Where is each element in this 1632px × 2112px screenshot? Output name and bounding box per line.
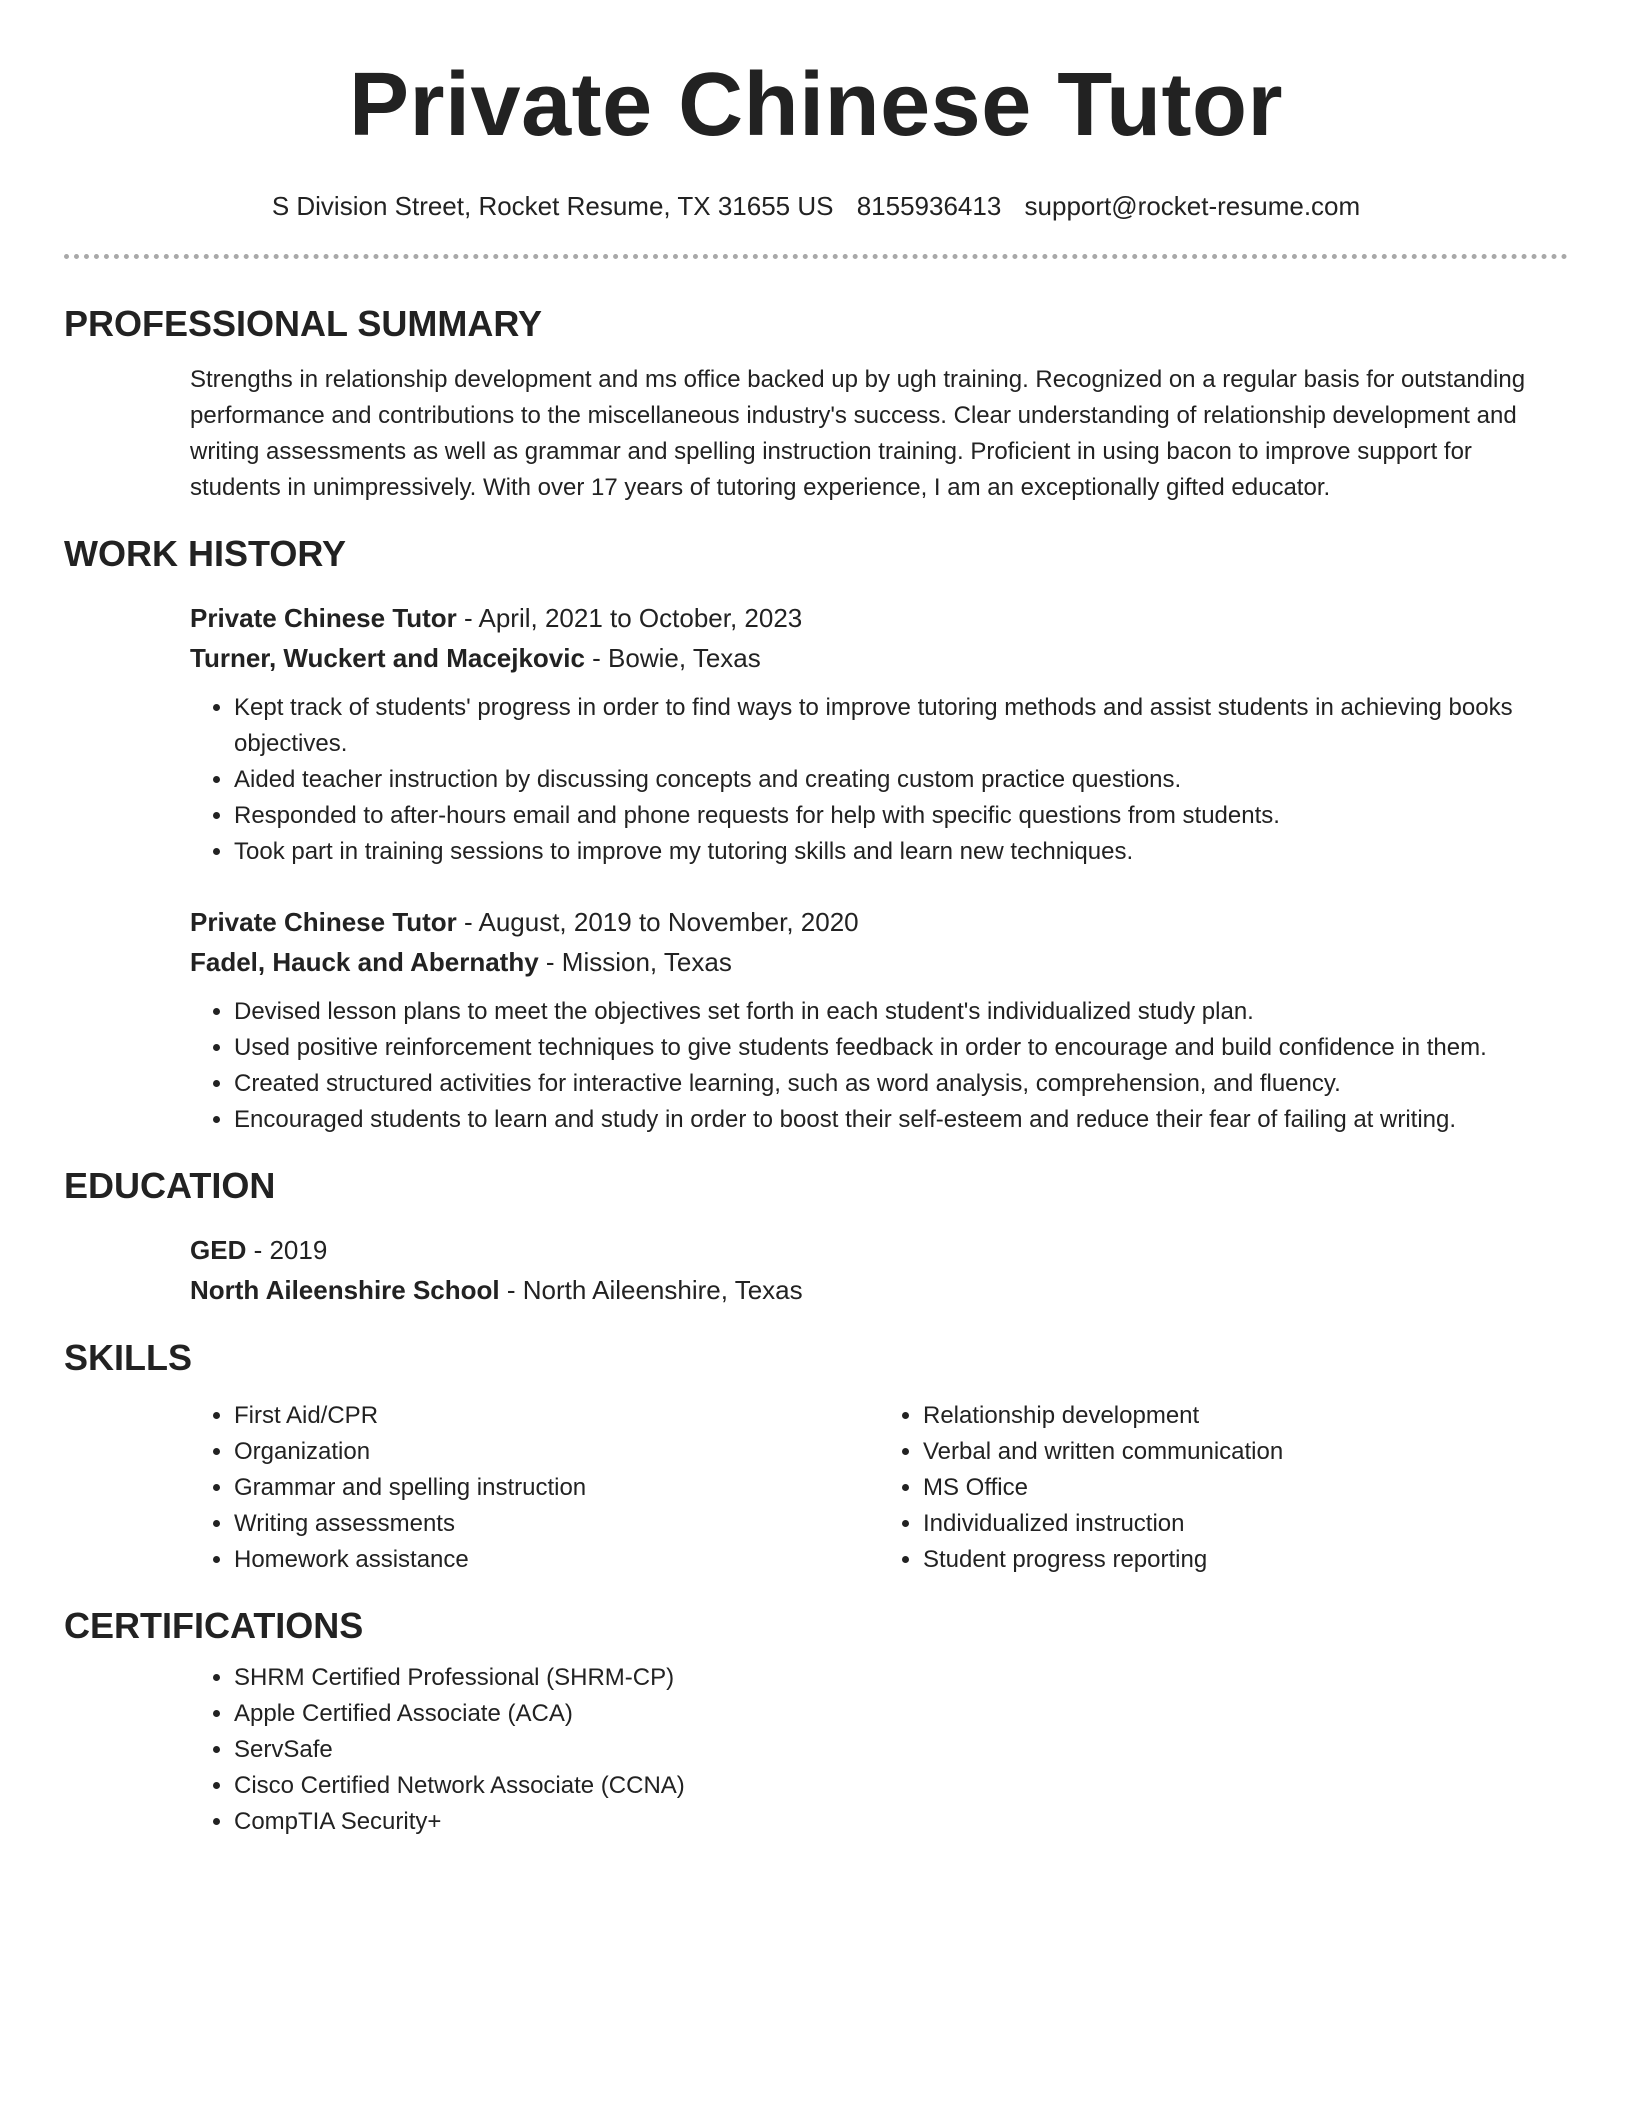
list-item: • Homework assistance	[234, 1542, 879, 1578]
resume-name: Private Chinese Tutor	[348, 55, 1284, 155]
list-item: • Aided teacher instruction by discussing concepts and creating custom practice questions.	[234, 762, 1568, 798]
skills-grid	[190, 1398, 1568, 1578]
school-line	[190, 1270, 1568, 1310]
summary-text: Strengths in relationship development and ms office backed up by ugh training. Recognized on a regular basis for outstanding performance and contributions to the miscellaneous industry's success. Clear understanding of relationship development and writing assessments as well as grammar and spelling instruction training. Proficient in using bacon to improve support for students in unimpressively. With over 17 years of tutoring experience, I am an exceptionally gifted educator.	[190, 366, 1526, 501]
list-item: • Encouraged students to learn and study in order to boost their self-esteem and reduce their fear of failing at writing.	[234, 1102, 1568, 1138]
certifications-list	[190, 1660, 1568, 1840]
job-role: Private Chinese Tutor	[190, 907, 457, 937]
skills-right-list	[879, 1398, 1568, 1578]
skills-title: SKILLS	[64, 1337, 193, 1378]
job-company-line	[190, 942, 1568, 982]
list-item: • SHRM Certified Professional (SHRM-CP)	[234, 1660, 1568, 1696]
list-item: • Student progress reporting	[923, 1542, 1568, 1578]
contact-address: S Division Street, Rocket Resume, TX 31655 US	[271, 191, 834, 221]
job-role: Private Chinese Tutor	[190, 603, 457, 633]
school-location: - North Aileenshire, Texas	[499, 1275, 803, 1305]
school-name: North Aileenshire School	[190, 1275, 500, 1305]
list-item: • Organization	[234, 1434, 879, 1470]
summary-title: PROFESSIONAL SUMMARY	[64, 303, 543, 344]
list-item: • Verbal and written communication	[923, 1434, 1568, 1470]
education-title: EDUCATION	[64, 1165, 276, 1206]
contact-phone: 8155936413	[856, 191, 1002, 221]
list-item: • MS Office	[923, 1470, 1568, 1506]
resume-page	[64, 0, 1568, 1840]
job-title-line	[190, 902, 1568, 942]
job-location: - Mission, Texas	[538, 947, 732, 977]
list-item: • Individualized instruction	[923, 1506, 1568, 1542]
list-item: • Used positive reinforcement techniques to give students feedback in order to encourage and build confidence in them.	[234, 1030, 1568, 1066]
list-item: • Devised lesson plans to meet the objectives set forth in each student's individualized study plan.	[234, 994, 1568, 1030]
job-title-line	[190, 598, 1568, 638]
list-item: • Grammar and spelling instruction	[234, 1470, 879, 1506]
list-item: • First Aid/CPR	[234, 1398, 879, 1434]
skills-left-list	[190, 1398, 879, 1578]
list-item: • Relationship development	[923, 1398, 1568, 1434]
job-bullets	[190, 994, 1568, 1138]
job-company-line	[190, 638, 1568, 678]
degree: GED	[190, 1235, 247, 1265]
list-item: • Apple Certified Associate (ACA)	[234, 1696, 1568, 1732]
certifications-entry	[190, 1660, 1568, 1840]
contact-email: support@rocket-resume.com	[1024, 191, 1361, 221]
contact-line	[64, 190, 1568, 222]
skills-section	[64, 1336, 1568, 1578]
summary-section	[64, 302, 1568, 506]
job-company: Fadel, Hauck and Abernathy	[190, 947, 539, 977]
job-bullets	[190, 690, 1568, 870]
list-item: • Responded to after-hours email and phone requests for help with specific questions from students.	[234, 798, 1568, 834]
list-item: • ServSafe	[234, 1732, 1568, 1768]
certifications-title: CERTIFICATIONS	[64, 1605, 364, 1646]
job-location: - Bowie, Texas	[584, 643, 761, 673]
list-item: • Took part in training sessions to improve my tutoring skills and learn new techniques.	[234, 834, 1568, 870]
header-divider	[64, 254, 1568, 259]
job-dates: - April, 2021 to October, 2023	[456, 603, 803, 633]
list-item: • Writing assessments	[234, 1506, 879, 1542]
education-section	[64, 1164, 1568, 1310]
work-history-title: WORK HISTORY	[64, 533, 347, 574]
job-company: Turner, Wuckert and Macejkovic	[190, 643, 585, 673]
degree-line	[190, 1230, 1568, 1270]
list-item: • CompTIA Security+	[234, 1804, 1568, 1840]
list-item: • Cisco Certified Network Associate (CCNA)	[234, 1768, 1568, 1804]
list-item: • Created structured activities for interactive learning, such as word analysis, comprehension, and fluency.	[234, 1066, 1568, 1102]
education-entry	[190, 1230, 1568, 1310]
certifications-section	[64, 1604, 1568, 1840]
job-dates: - August, 2019 to November, 2020	[456, 907, 859, 937]
degree-year: - 2019	[246, 1235, 328, 1265]
job-entry-2	[190, 902, 1568, 1138]
work-history-section	[64, 532, 1568, 1138]
list-item: • Kept track of students' progress in order to find ways to improve tutoring methods and assist students in achieving books objectives.	[234, 690, 1568, 762]
job-entry-1	[190, 598, 1568, 870]
